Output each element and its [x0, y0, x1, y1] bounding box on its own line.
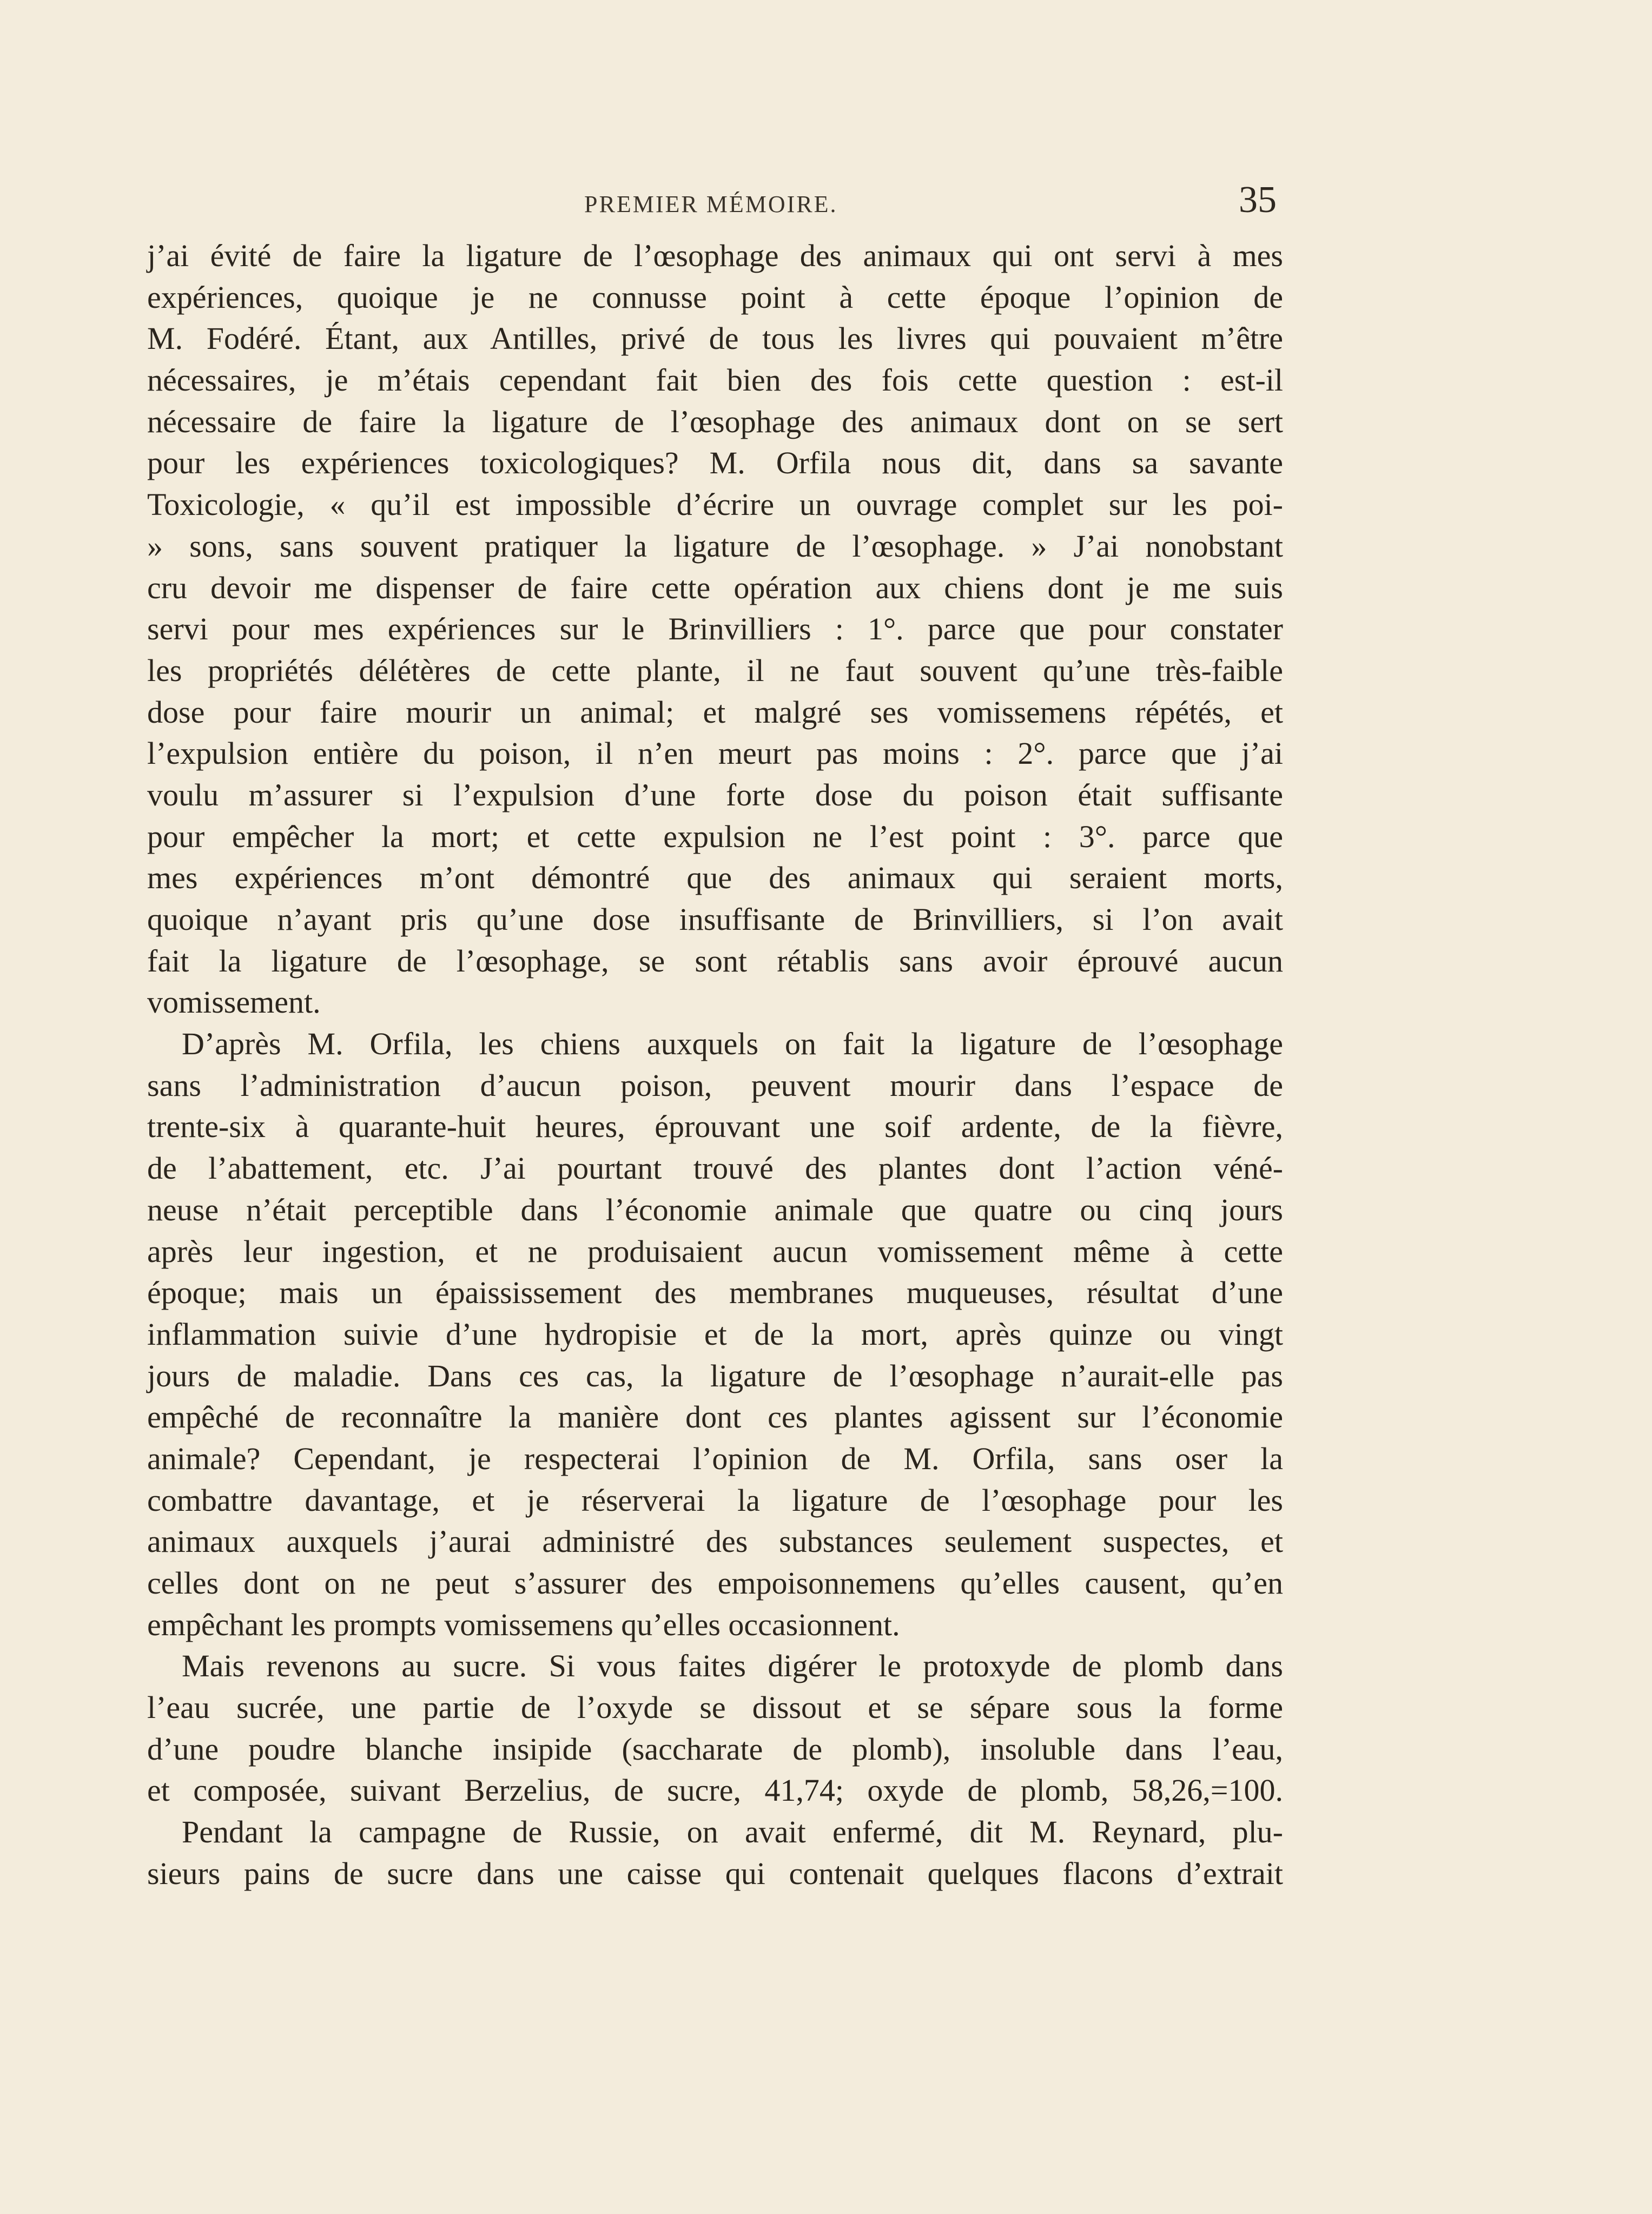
text-line: dose pour faire mourir un animal; et malgré ses vomissemens répétés, et — [147, 694, 1283, 730]
text-line: trente-six à quarante-huit heures, éprouvant une soif ardente, de la fièvre, — [147, 1109, 1283, 1145]
text-line: cru devoir me dispenser de faire cette opération aux chiens dont je me suis — [147, 570, 1283, 605]
text-line: empêché de reconnaître la manière dont ces plantes agissent sur l’économie — [147, 1399, 1283, 1435]
text-line: de l’abattement, etc. J’ai pourtant trouvé des plantes dont l’action véné- — [147, 1151, 1283, 1186]
body-text — [147, 235, 1283, 1895]
page-number: 35 — [1239, 179, 1277, 221]
text-line: empêchant les prompts vomissemens qu’elles occasionnent. — [147, 1607, 900, 1642]
text-line: pour les expériences toxicologiques? M. Orfila nous dit, dans sa savante — [147, 445, 1283, 481]
text-line: Pendant la campagne de Russie, on avait enfermé, dit M. Reynard, plu- — [182, 1814, 1283, 1850]
paragraph — [147, 1023, 1283, 1645]
text-line: quoique n’ayant pris qu’une dose insuffisante de Brinvilliers, si l’on avait — [147, 902, 1283, 937]
text-line: fait la ligature de l’œsophage, se sont rétablis sans avoir éprouvé aucun — [147, 943, 1283, 979]
text-line: j’ai évité de faire la ligature de l’œsophage des animaux qui ont servi à mes — [147, 238, 1283, 273]
text-line: » sons, sans souvent pratiquer la ligature de l’œsophage. » J’ai nonobstant — [147, 528, 1283, 564]
text-line: et composée, suivant Berzelius, de sucre, 41,74; oxyde de plomb, 58,26,=100. — [147, 1773, 1283, 1808]
text-line: après leur ingestion, et ne produisaient aucun vomissement même à cette — [147, 1233, 1283, 1269]
text-line: celles dont on ne peut s’assurer des empoisonnemens qu’elles causent, qu’en — [147, 1565, 1283, 1601]
text-line: sans l’administration d’aucun poison, peuvent mourir dans l’espace de — [147, 1067, 1283, 1103]
text-line: mes expériences m’ont démontré que des animaux qui seraient morts, — [147, 860, 1283, 896]
paragraph — [147, 1645, 1283, 1812]
text-line: nécessaires, je m’étais cependant fait bien des fois cette question : est-il — [147, 362, 1283, 398]
text-line: époque; mais un épaississement des membranes muqueuses, résultat d’une — [147, 1275, 1283, 1311]
text-line: vomissement. — [147, 984, 321, 1020]
text-line: d’une poudre blanche insipide (saccharate de plomb), insoluble dans l’eau, — [147, 1731, 1283, 1767]
text-line: nécessaire de faire la ligature de l’œsophage des animaux dont on se sert — [147, 404, 1283, 439]
text-line: pour empêcher la mort; et cette expulsion ne l’est point : 3°. parce que — [147, 818, 1283, 854]
paragraph — [147, 1812, 1283, 1894]
text-line: animale? Cependant, je respecterai l’opinion de M. Orfila, sans oser la — [147, 1440, 1283, 1476]
text-line: neuse n’était perceptible dans l’économie animale que quatre ou cinq jours — [147, 1192, 1283, 1227]
text-line: animaux auxquels j’aurai administré des substances seulement suspectes, et — [147, 1524, 1283, 1559]
text-line: servi pour mes expériences sur le Brinvilliers : 1°. parce que pour constater — [147, 611, 1283, 647]
running-title: PREMIER MÉMOIRE. — [584, 191, 838, 217]
text-line: Mais revenons au sucre. Si vous faites digérer le protoxyde de plomb dans — [182, 1648, 1283, 1684]
paragraph — [147, 235, 1283, 1023]
text-line: l’expulsion entière du poison, il n’en meurt pas moins : 2°. parce que j’ai — [147, 736, 1283, 771]
text-line: voulu m’assurer si l’expulsion d’une forte dose du poison était suffisante — [147, 777, 1283, 812]
text-line: Toxicologie, « qu’il est impossible d’écrire un ouvrage complet sur les poi- — [147, 487, 1283, 523]
text-line: expériences, quoique je ne connusse point à cette époque l’opinion de — [147, 279, 1283, 315]
text-line: inflammation suivie d’une hydropisie et de la mort, après quinze ou vingt — [147, 1316, 1283, 1352]
text-line: M. Fodéré. Étant, aux Antilles, privé de tous les livres qui pouvaient m’être — [147, 321, 1283, 356]
text-line: jours de maladie. Dans ces cas, la ligature de l’œsophage n’aurait-elle pas — [147, 1358, 1283, 1393]
text-line: l’eau sucrée, une partie de l’oxyde se dissout et se sépare sous la forme — [147, 1690, 1283, 1726]
text-line: les propriétés délétères de cette plante, il ne faut souvent qu’une très-faible — [147, 652, 1283, 688]
text-line: sieurs pains de sucre dans une caisse qui contenait quelques flacons d’extrait — [147, 1855, 1283, 1891]
text-line: D’après M. Orfila, les chiens auxquels on fait la ligature de l’œsophage — [182, 1026, 1283, 1062]
text-line: combattre davantage, et je réserverai la ligature de l’œsophage pour les — [147, 1482, 1283, 1518]
